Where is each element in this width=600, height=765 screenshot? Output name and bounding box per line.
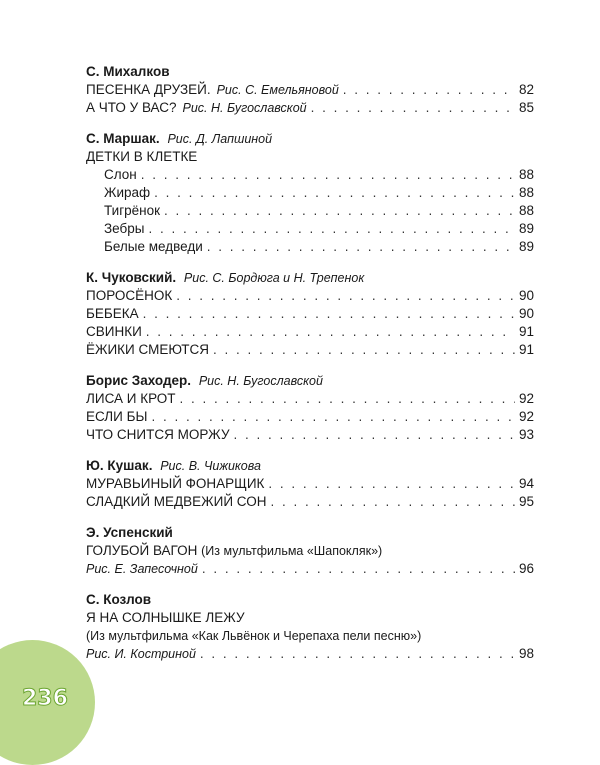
- entry-page: 92: [518, 391, 534, 406]
- entry-illustrator: Рис. Е. Запесочной: [86, 562, 198, 576]
- entry-title: ЕСЛИ БЫ: [86, 409, 148, 424]
- entry-title: ЛИСА И КРОТ: [86, 391, 176, 406]
- entry-title: ГОЛУБОЙ ВАГОН: [86, 543, 198, 558]
- toc-entry[interactable]: [86, 99, 534, 117]
- section-mikhalkov: [86, 63, 534, 117]
- toc-entry[interactable]: [86, 323, 534, 341]
- entry-page: 88: [518, 203, 534, 218]
- author-name: Борис Заходер.: [86, 373, 192, 388]
- leader-dots: [146, 323, 515, 341]
- entry-page: 90: [518, 288, 534, 303]
- entry-page: 95: [518, 494, 534, 509]
- leader-dots: [143, 305, 515, 323]
- section-illustrator: Рис. В. Чижикова: [160, 459, 261, 473]
- section-zakhoder: [86, 372, 534, 444]
- entry-page: 82: [518, 82, 534, 97]
- toc-entry[interactable]: [86, 426, 534, 444]
- entry-page: 94: [518, 476, 534, 491]
- entry-title: А ЧТО У ВАС?: [86, 100, 177, 115]
- leader-dots: [148, 220, 515, 238]
- group-title: ДЕТКИ В КЛЕТКЕ: [86, 149, 198, 164]
- section-header: [86, 63, 534, 81]
- author-name: Э. Успенский: [86, 525, 173, 540]
- leader-dots: [213, 341, 515, 359]
- entry-title: ЧТО СНИТСЯ МОРЖУ: [86, 427, 230, 442]
- entry-note: (Из мультфильма «Шапокляк»): [201, 544, 383, 558]
- page-number: 236: [22, 686, 68, 711]
- entry-title: БЕБЕКА: [86, 306, 139, 321]
- author-name: К. Чуковский.: [86, 270, 177, 285]
- leader-dots: [271, 493, 515, 511]
- leader-dots: [202, 560, 515, 578]
- toc-entry[interactable]: [86, 645, 534, 663]
- toc-entry[interactable]: [86, 287, 534, 305]
- entry-note: (Из мультфильма «Как Львёнок и Черепаха пели песню»): [86, 629, 422, 643]
- section-header: [86, 591, 534, 609]
- leader-dots: [176, 287, 515, 305]
- leader-dots: [268, 475, 515, 493]
- section-header: [86, 457, 534, 475]
- leader-dots: [141, 166, 515, 184]
- toc-entry[interactable]: [86, 238, 534, 256]
- leader-dots: [343, 81, 515, 99]
- toc-entry[interactable]: [86, 493, 534, 511]
- section-header: [86, 269, 534, 287]
- leader-dots: [207, 238, 515, 256]
- entry-title: ПОРОСЁНОК: [86, 288, 173, 303]
- entry-title: Слон: [104, 167, 137, 182]
- leader-dots: [311, 99, 515, 117]
- entry-illustrator: Рис. С. Емельяновой: [216, 83, 339, 97]
- entry-title: СВИНКИ: [86, 324, 142, 339]
- entry-page: 89: [518, 239, 534, 254]
- author-name: С. Козлов: [86, 592, 152, 607]
- section-uspensky: [86, 524, 534, 578]
- entry-title: Тигрёнок: [104, 203, 161, 218]
- entry-page: 91: [518, 324, 534, 339]
- entry-page: 91: [518, 342, 534, 357]
- entry-page: 85: [518, 100, 534, 115]
- leader-dots: [200, 645, 515, 663]
- leader-dots: [151, 408, 515, 426]
- entry-page: 88: [518, 167, 534, 182]
- entry-title: МУРАВЬИНЫЙ ФОНАРЩИК: [86, 476, 265, 491]
- entry-page: 89: [518, 221, 534, 236]
- leader-dots: [154, 184, 515, 202]
- section-header: [86, 130, 534, 148]
- entry-title: ЁЖИКИ СМЕЮТСЯ: [86, 342, 209, 357]
- table-of-contents: [86, 63, 534, 676]
- entry-page: 96: [518, 561, 534, 576]
- toc-entry[interactable]: [86, 166, 534, 184]
- leader-dots: [234, 426, 515, 444]
- leader-dots: [180, 390, 515, 408]
- section-illustrator: Рис. С. Бордюга и Н. Трепенок: [183, 271, 365, 285]
- entry-page: 88: [518, 185, 534, 200]
- toc-entry[interactable]: [86, 220, 534, 238]
- section-kozlov: [86, 591, 534, 663]
- entry-title: Белые медведи: [104, 239, 203, 254]
- section-chukovsky: [86, 269, 534, 359]
- entry-title: СЛАДКИЙ МЕДВЕЖИЙ СОН: [86, 494, 267, 509]
- entry-page: 92: [518, 409, 534, 424]
- section-header: [86, 524, 534, 542]
- toc-entry[interactable]: [86, 560, 534, 578]
- entry-title: Зебры: [104, 221, 145, 236]
- toc-entry[interactable]: [86, 475, 534, 493]
- entry-illustrator: Рис. И. Костриной: [86, 647, 196, 661]
- leader-dots: [164, 202, 515, 220]
- section-header: [86, 372, 534, 390]
- entry-page: 93: [518, 427, 534, 442]
- entry-page: 90: [518, 306, 534, 321]
- section-marshak: [86, 130, 534, 256]
- toc-entry[interactable]: [86, 81, 534, 99]
- author-name: С. Маршак.: [86, 131, 160, 146]
- author-name: С. Михалков: [86, 64, 170, 79]
- toc-entry[interactable]: [86, 305, 534, 323]
- toc-entry[interactable]: [86, 202, 534, 220]
- section-illustrator: Рис. Д. Лапшиной: [167, 132, 273, 146]
- entry-page: 98: [518, 646, 534, 661]
- entry-illustrator: Рис. Н. Бугославской: [182, 101, 307, 115]
- entry-title: ПЕСЕНКА ДРУЗЕЙ.: [86, 82, 211, 97]
- entry-title: Жираф: [104, 185, 151, 200]
- section-illustrator: Рис. Н. Бугославской: [198, 374, 323, 388]
- entry-title-line: [86, 542, 534, 560]
- toc-entry[interactable]: [86, 390, 534, 408]
- section-kushak: [86, 457, 534, 511]
- entry-title: Я НА СОЛНЫШКЕ ЛЕЖУ: [86, 610, 245, 625]
- toc-entry[interactable]: [86, 408, 534, 426]
- toc-entry[interactable]: [86, 341, 534, 359]
- toc-entry[interactable]: [86, 184, 534, 202]
- author-name: Ю. Кушак.: [86, 458, 153, 473]
